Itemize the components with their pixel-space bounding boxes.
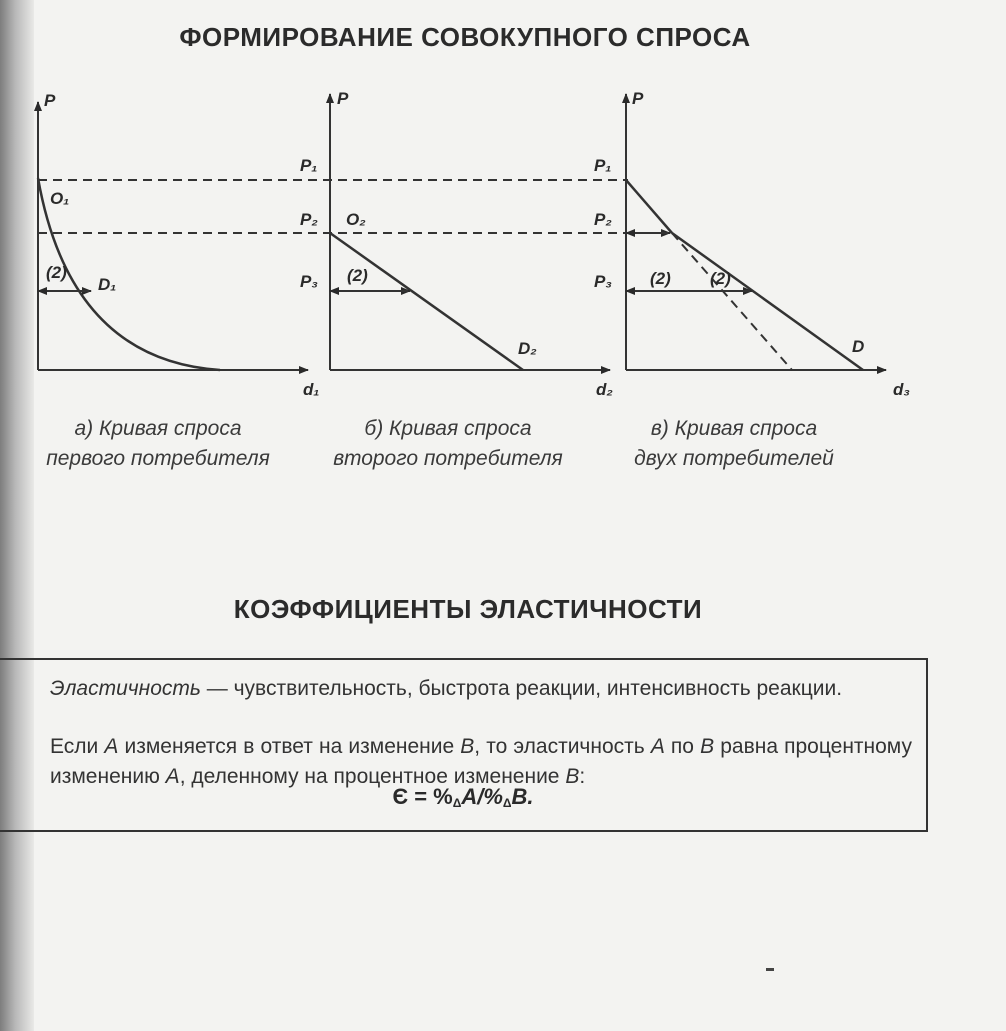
variable-b: B bbox=[460, 735, 475, 758]
formula-lhs: Є = % bbox=[392, 784, 453, 809]
caption-a-line2: первого потребителя bbox=[46, 447, 270, 470]
caption-b-line1: б) Кривая спроса bbox=[364, 417, 532, 440]
explanation-text-5: равна процентному изменению bbox=[50, 735, 912, 788]
graph-b-p2-label: P₂ bbox=[300, 210, 318, 229]
page-mark bbox=[766, 968, 774, 971]
variable-b: B bbox=[565, 765, 580, 788]
caption-c-line2: двух потребителей bbox=[634, 447, 834, 470]
explanation-text-4: по bbox=[664, 735, 701, 758]
caption-two-consumers bbox=[604, 414, 864, 474]
graph-a-o1-label: O₁ bbox=[50, 189, 70, 208]
elasticity-explanation bbox=[50, 732, 912, 792]
first-consumer-extension-dashed bbox=[672, 233, 792, 370]
variable-a: A bbox=[165, 765, 180, 788]
graph-b-axis-p: P bbox=[337, 89, 349, 108]
caption-second-consumer bbox=[318, 414, 578, 474]
graph-c-axis-p: P bbox=[632, 89, 644, 108]
graph-c-d-label: D bbox=[852, 337, 865, 356]
graph-b-o2-label: O₂ bbox=[346, 210, 366, 229]
elasticity-title: КОЭФФИЦИЕНТЫ ЭЛАСТИЧНОСТИ bbox=[233, 594, 703, 624]
elasticity-definition bbox=[50, 674, 912, 704]
explanation-text-1: Если bbox=[50, 735, 105, 758]
explanation-text-2: изменяется в ответ на изменение bbox=[118, 735, 461, 758]
graph-b-two-label: (2) bbox=[347, 266, 368, 285]
graph-b-d2-label: D₂ bbox=[518, 339, 537, 358]
explanation-text-3: , то эластичность bbox=[474, 735, 651, 758]
variable-b: B bbox=[700, 735, 715, 758]
aggregate-demand-segment-lower bbox=[672, 233, 863, 370]
elasticity-formula bbox=[0, 784, 926, 810]
caption-a-line1: а) Кривая спроса bbox=[74, 417, 242, 440]
graph-c-p2-label: P₂ bbox=[594, 210, 612, 229]
graph-a-two-label: (2) bbox=[46, 263, 67, 282]
elasticity-term-description: — чувствительность, быстрота реакции, интенсивность реакции. bbox=[200, 677, 843, 700]
aggregate-demand-title: ФОРМИРОВАНИЕ СОВОКУПНОГО СПРОСА bbox=[179, 22, 751, 52]
graph-c-x-label: d₃ bbox=[893, 380, 910, 399]
formula-a: A/% bbox=[461, 784, 503, 809]
graph-a-axis-p: P bbox=[44, 91, 56, 110]
graph-second-consumer bbox=[300, 89, 613, 399]
graph-c-two-label-right: (2) bbox=[710, 269, 731, 288]
graph-c-p3-label: P₃ bbox=[594, 272, 612, 291]
graph-a-x-label: d₁ bbox=[303, 380, 320, 399]
demand-curve-d2 bbox=[330, 233, 523, 370]
graph-b-x-label: d₂ bbox=[596, 380, 613, 399]
elasticity-definition-box bbox=[0, 658, 928, 832]
graph-b-p1-label: P₁ bbox=[300, 156, 318, 175]
graph-two-consumers bbox=[594, 89, 910, 399]
graph-a-d1-label: D₁ bbox=[98, 275, 117, 294]
caption-c-line1: в) Кривая спроса bbox=[650, 417, 818, 440]
elasticity-term: Эластичность bbox=[50, 677, 201, 700]
variable-a: A bbox=[650, 735, 665, 758]
graph-first-consumer bbox=[38, 91, 319, 399]
formula-delta: Δ bbox=[452, 796, 462, 810]
formula-b: B. bbox=[511, 784, 534, 809]
explanation-text-6: , деленному на процентное изменение bbox=[179, 765, 566, 788]
graph-c-p1-label: P₁ bbox=[594, 156, 612, 175]
graph-c-two-label-left: (2) bbox=[650, 269, 671, 288]
variable-a: A bbox=[104, 735, 119, 758]
graph-b-p3-label: P₃ bbox=[300, 272, 318, 291]
caption-first-consumer bbox=[28, 414, 288, 474]
caption-b-line2: второго потребителя bbox=[333, 447, 563, 470]
demand-graphs bbox=[0, 80, 1006, 410]
explanation-colon: : bbox=[579, 765, 586, 788]
aggregate-demand-segment-upper bbox=[626, 180, 672, 233]
formula-delta: Δ bbox=[502, 796, 512, 810]
